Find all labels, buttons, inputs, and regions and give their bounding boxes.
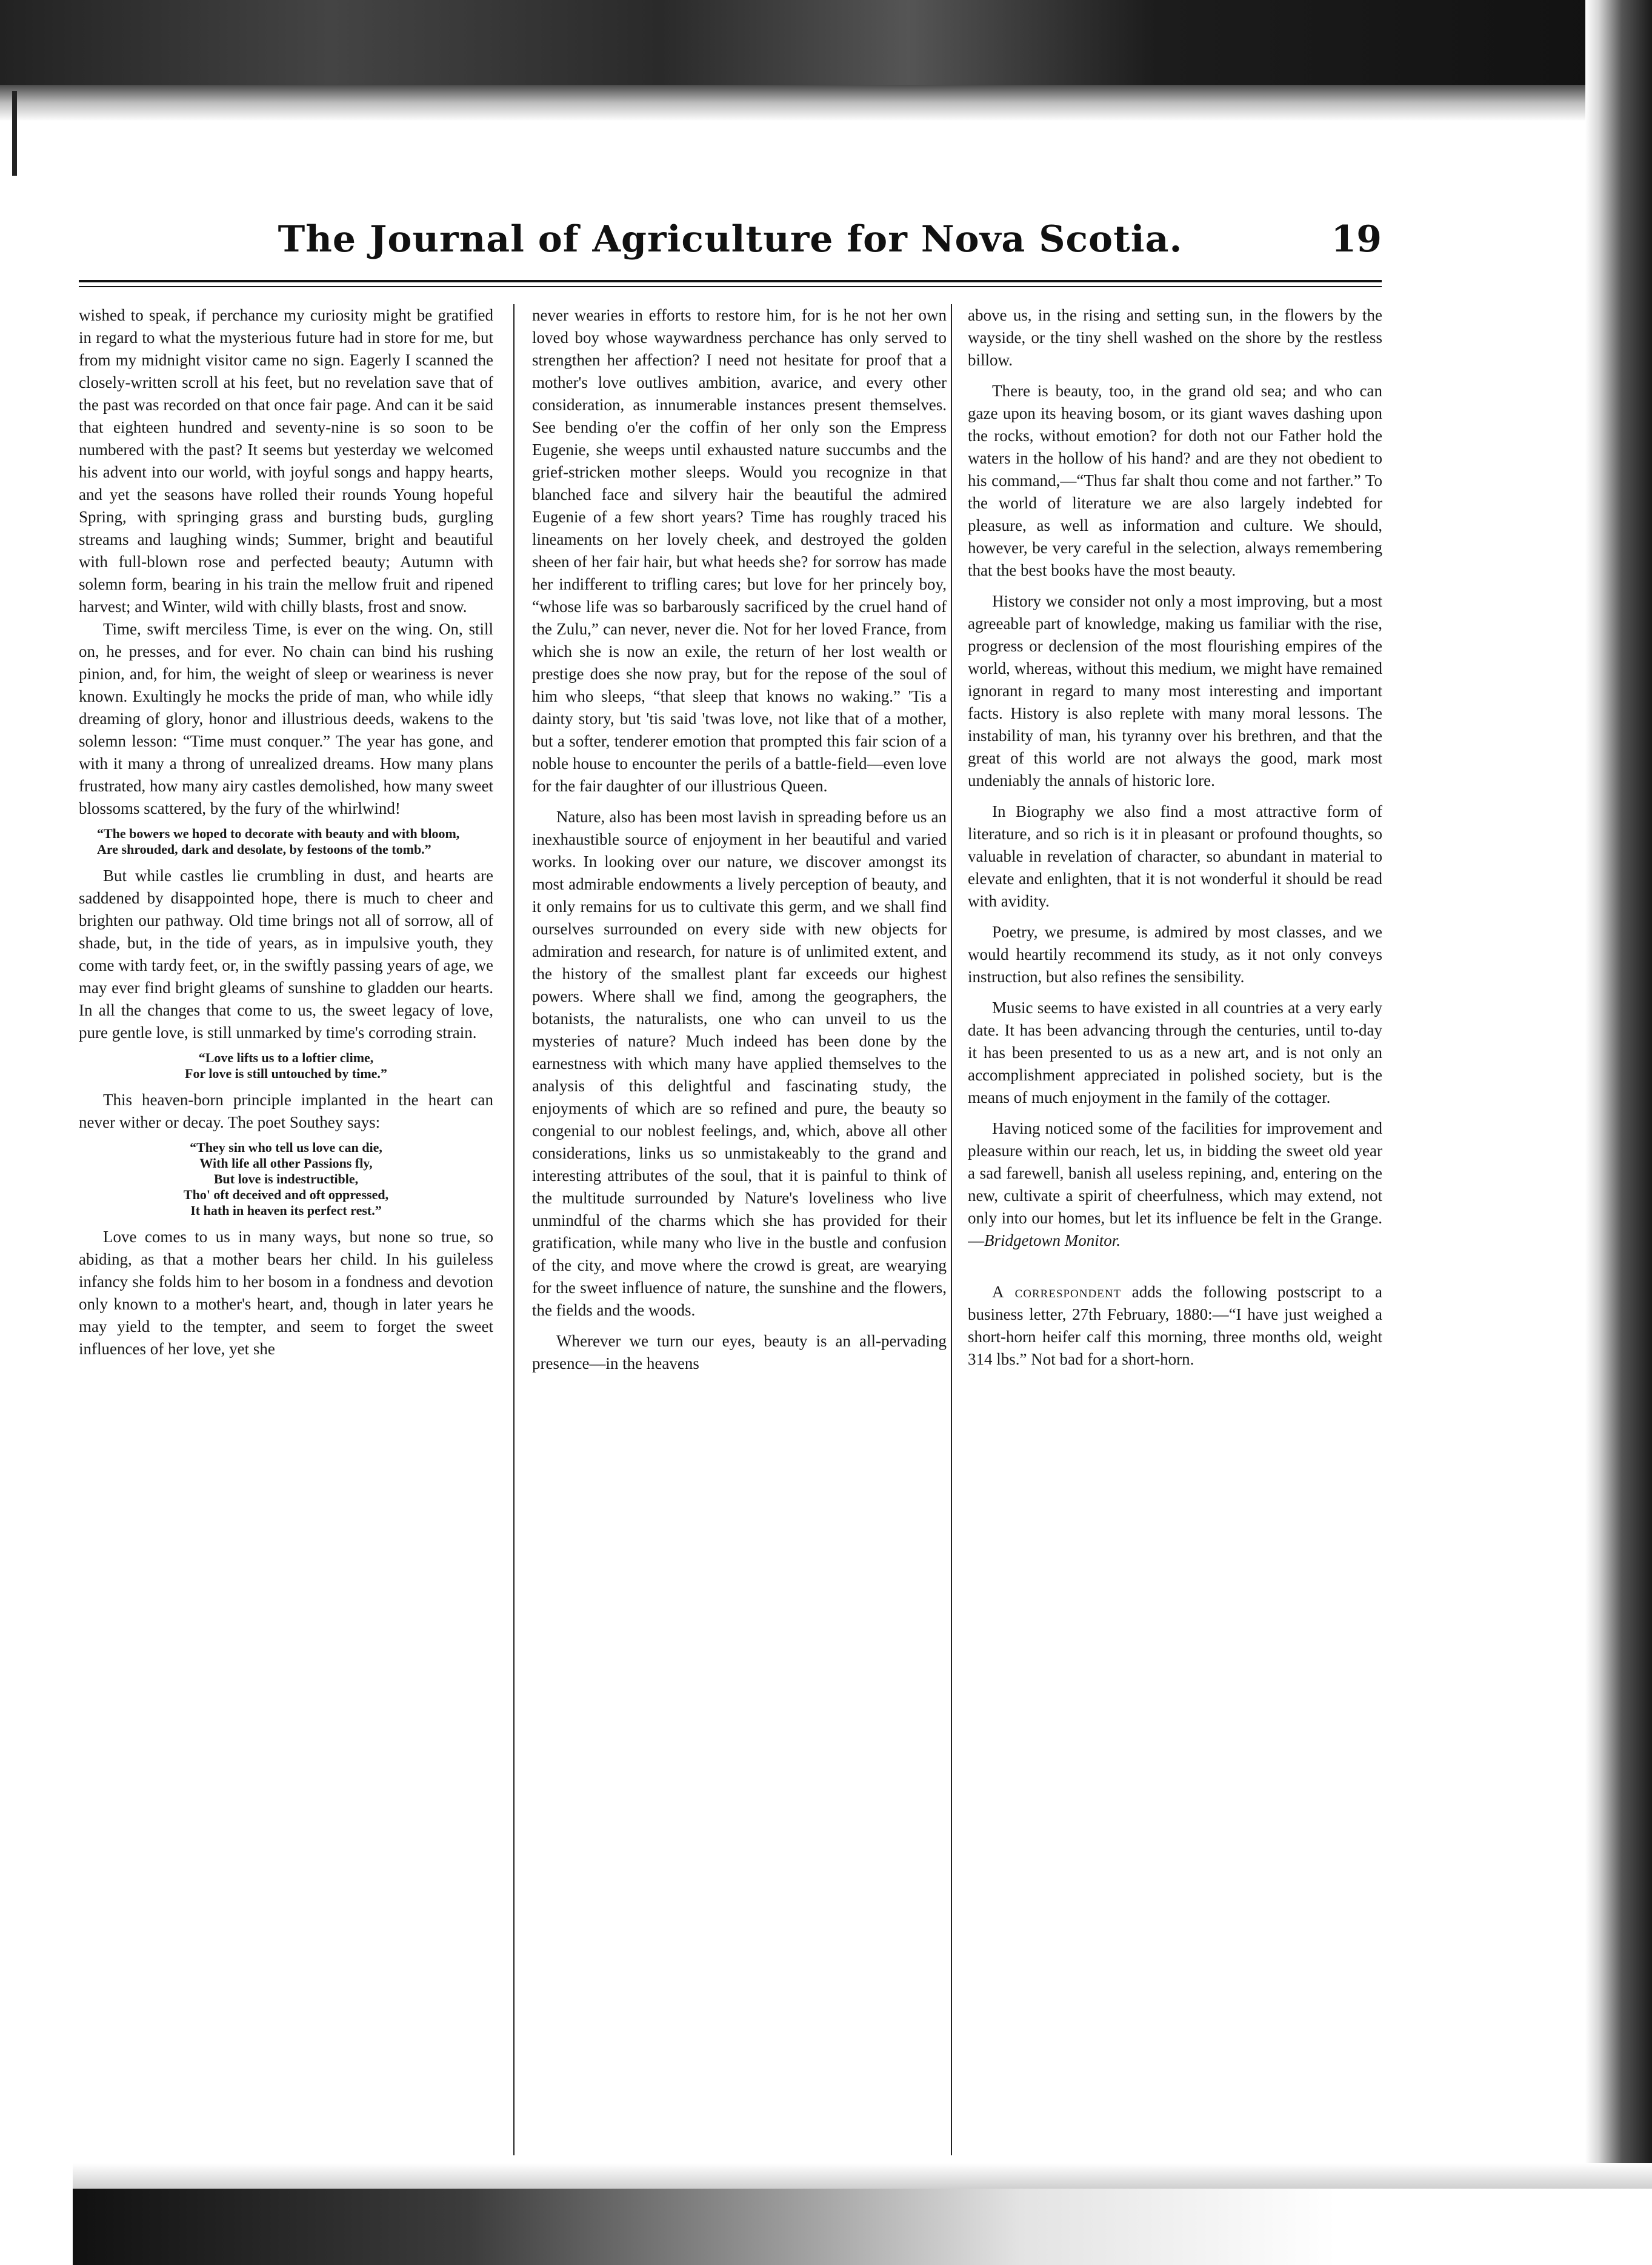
running-head — [79, 215, 1382, 273]
source-credit: Bridgetown Monitor. — [984, 1231, 1121, 1249]
column-divider — [513, 304, 515, 2155]
scan-edge-top-fade — [0, 85, 1652, 121]
paragraph — [968, 1281, 1382, 1371]
page-number: 19 — [1331, 218, 1382, 261]
header-rule-thin — [79, 286, 1382, 287]
paragraph: Love comes to us in many ways, but none so true, so abiding, as that a mother bears her child. In his guileless infancy she folds him to her bosom in a fondness and devotion only known to a mother's heart, and, though in later years he may yield to the tempter, and seem to forget the sweet influences of her love, yet she — [79, 1228, 493, 1358]
paragraph: Poetry, we presume, is admired by most classes, and we would heartily recommend its study, as it not only conveys instruction, but also refines the sensibility. — [968, 923, 1382, 986]
paragraph: wished to speak, if perchance my curiosity might be gratified in regard to what the mysterious future had in store for me, but from my midnight visitor came no sign. Eagerly I scanned the closely-written scroll at his feet, but no revelation save that of the past was recorded on that once fair page. And can it be said that eighteen hundred and seventy-nine is so soon to be numbered with the past? It seems but yesterday we welcomed his advent into our world, with joyful songs and happy hearts, and yet the seasons have rolled their rounds Young hopeful Spring, with springing grass and bursting buds, gurgling streams and laughing winds; Summer, bright and beautiful with full-blown rose and perfected beauty; Autumn with solemn form, bearing in his train the mellow fruit and ripened harvest; and Winter, wild with chilly blasts, frost and snow. — [79, 306, 493, 616]
verse-line: For love is still untouched by time.” — [185, 1066, 387, 1081]
column-3 — [968, 304, 1382, 2161]
paragraph: above us, in the rising and setting sun, in the flowers by the wayside, or the tiny shell washed on the shore by the restless billow. — [968, 306, 1382, 369]
paragraph: Time, swift merciless Time, is ever on the wing. On, still on, he presses, and for ever. No chain can bind his rushing pinion, and, for him, the weight of sleep or weariness is never known. Exultingly he mocks the pride of man, who while idly dreaming of glory, honor and illustrious deeds, wakens to the solemn lesson: “Time must conquer.” The year has gone, and with it many a throng of unrealized dreams. How many plans frustrated, how many airy castles demolished, how many sweet blossoms scattered, by the fury of the whirlwind! — [79, 620, 493, 817]
verse-line: “The bowers we hoped to decorate with beauty and with bloom, — [97, 826, 460, 841]
column-divider — [951, 304, 952, 2155]
paragraph — [968, 1117, 1382, 1252]
verse-quotation — [79, 1050, 493, 1082]
verse-line: “Love lifts us to a loftier clime, — [198, 1050, 374, 1065]
verse-line: Tho' oft deceived and oft oppressed, — [183, 1187, 389, 1202]
paragraph: Music seems to have existed in all countries at a very early date. It has been advancing through the centuries, until to-day it has been presented to us as a new art, and is not only an accomplishment appreciated in polished society, but is the means of much enjoyment in the family of the cottager. — [968, 999, 1382, 1106]
paragraph-text: Having noticed some of the facilities for improvement and pleasure within our reach, let us, in bidding the sweet old year a sad farewell, banish all useless repining, and, entering on the new, cultivate a spirit of cheerfulness, which may extend, not only into our homes, but let its influence be felt in the Grange.— — [968, 1119, 1382, 1249]
verse-line: “They sin who tell us love can die, — [190, 1140, 382, 1155]
paragraph: This heaven-born principle implanted in the heart can never wither or decay. The poet Southey says: — [79, 1091, 493, 1131]
verse-line: But love is indestructible, — [213, 1171, 359, 1186]
lead-in: A correspondent — [992, 1283, 1122, 1301]
verse-quotation — [79, 826, 493, 857]
scan-mark-left — [12, 91, 17, 176]
paragraph: There is beauty, too, in the grand old sea; and who can gaze upon its heaving bosom, or its giant waves dashing upon the rocks, without emotion? for doth not our Father hold the waters in the hollow of his hand? and are they not obedient to his command,—“Thus far shalt thou come and not farther.” To the world of literature we are also largely indebted for pleasure, as well as information and culture. We should, however, be very careful in the selection, always remembering that the best books have the most beauty. — [968, 382, 1382, 579]
paragraph: But while castles lie crumbling in dust, and hearts are saddened by disappointed hope, there is much to cheer and brighten our pathway. Old time brings not all of sorrow, all of shade, but, in the tide of years, as in impulsive youth, they come with tardy feet, or, in the swiftly passing years of age, we may ever find bright gleams of sunshine to gladden our hearts. In all the changes that come to us, the sweet legacy of love, pure gentle love, is still unmarked by time's corroding strain. — [79, 866, 493, 1042]
paragraph: Wherever we turn our eyes, beauty is an all-pervading presence—in the heavens — [532, 1332, 947, 1372]
column-1 — [79, 304, 493, 2161]
paragraph: History we consider not only a most improving, but a most agreeable part of knowledge, making us familiar with the rise, progress or declension of the most flourishing empires of the world, whereas, without this medium, we might have remained ignorant in regard to many most interesting and important facts. History is also replete with many moral lessons. The instability of man, his tyranny over his brethren, and that the great of this world are not always the good, mark most undeniably the annals of historic lore. — [968, 592, 1382, 790]
scan-edge-bottom-fade — [73, 2163, 1652, 2189]
verse-line: It hath in heaven its perfect rest.” — [190, 1203, 382, 1218]
scan-edge-top — [0, 0, 1652, 85]
paragraph-text: adds the following postscript to a business letter, 27th February, 1880:—“I have just weighed a short-horn heifer calf this morning, three months old, weight 314 lbs.” Not bad for a short-horn. — [968, 1283, 1382, 1368]
verse-line: Are shrouded, dark and desolate, by festoons of the tomb.” — [97, 842, 431, 857]
paragraph: In Biography we also find a most attractive form of literature, and so rich is it in pleasant or profound thoughts, so valuable in revelation of character, so abundant in material to elevate and enlighten, that it is not wonderful it should be read with avidity. — [968, 802, 1382, 910]
paragraph: never wearies in efforts to restore him, for is he not her own loved boy whose waywardness perchance has only served to strengthen her affection? I need not hesitate for proof that a mother's love outlives ambition, avarice, and every other consideration, as innumerable instances present themselves. See bending o'er the coffin of her only son the Empress Eugenie, she weeps until exhausted nature succumbs and the grief-stricken mother sleeps. Would you recognize in that blanched face and silvery hair the beautiful the admired Eugenie of a few short years? Time has roughly traced his lineaments on her lovely cheek, and destroyed the golden sheen of her fair hair, but what heeds she? for sorrow has made her indifferent to trifling cares; but love for her princely boy, “whose life was so barbarously sacrificed by the cruel hand of the Zulu,” can never, never die. Not for her loved France, from which she is now an exile, the return of her lost wealth or prestige does she now pray, but for the repose of the soul of him who sleeps, “that sleep that knows no waking.” 'Tis a dainty story, but 'tis said 'twas love, not like that of a mother, but a softer, tenderer emotion that prompted this fair scion of a noble house to encounter the perils of a battle-field—even love for the fair daughter of our illustrious Queen. — [532, 306, 947, 795]
header-rule-thick — [79, 280, 1382, 282]
column-2 — [532, 304, 947, 2161]
scan-edge-right — [1585, 0, 1652, 2212]
verse-line: With life all other Passions fly, — [199, 1156, 373, 1171]
scan-edge-bottom — [73, 2189, 1652, 2265]
verse-quotation — [79, 1140, 493, 1219]
paragraph: Nature, also has been most lavish in spreading before us an inexhaustible source of enjoyment in her beautiful and varied works. In looking over our nature, we discover amongst its most admirable endowments a lively perception of beauty, and it only remains for us to cultivate this germ, and we shall find ourselves surrounded on every side with new objects for admiration and research, for nature is of unlimited extent, and the history of the smallest plant far exceeds our highest powers. Where shall we find, among the geographers, the botanists, the naturalists, one who can unveil to us the mysteries of nature? Much indeed has been done by the earnestness with which many have applied themselves to the analysis of this delightful and fascinating study, the enjoyments of which are so refined and pure, the beauty so congenial to our noblest feelings, and, which, above all other considerations, links us so unmistakeably to the grand and interesting attributes of the soul, that it is painful to think of the multitude surrounded by Nature's loveliness who live unmindful of the charms which she has provided for their gratification, while many who live in the bustle and confusion of the city, and move where the crowd is great, are wearying for the sweet influence of nature, the sunshine and the flowers, the fields and the woods. — [532, 808, 947, 1319]
journal-title: The Journal of Agriculture for Nova Scotia. — [278, 218, 1183, 261]
